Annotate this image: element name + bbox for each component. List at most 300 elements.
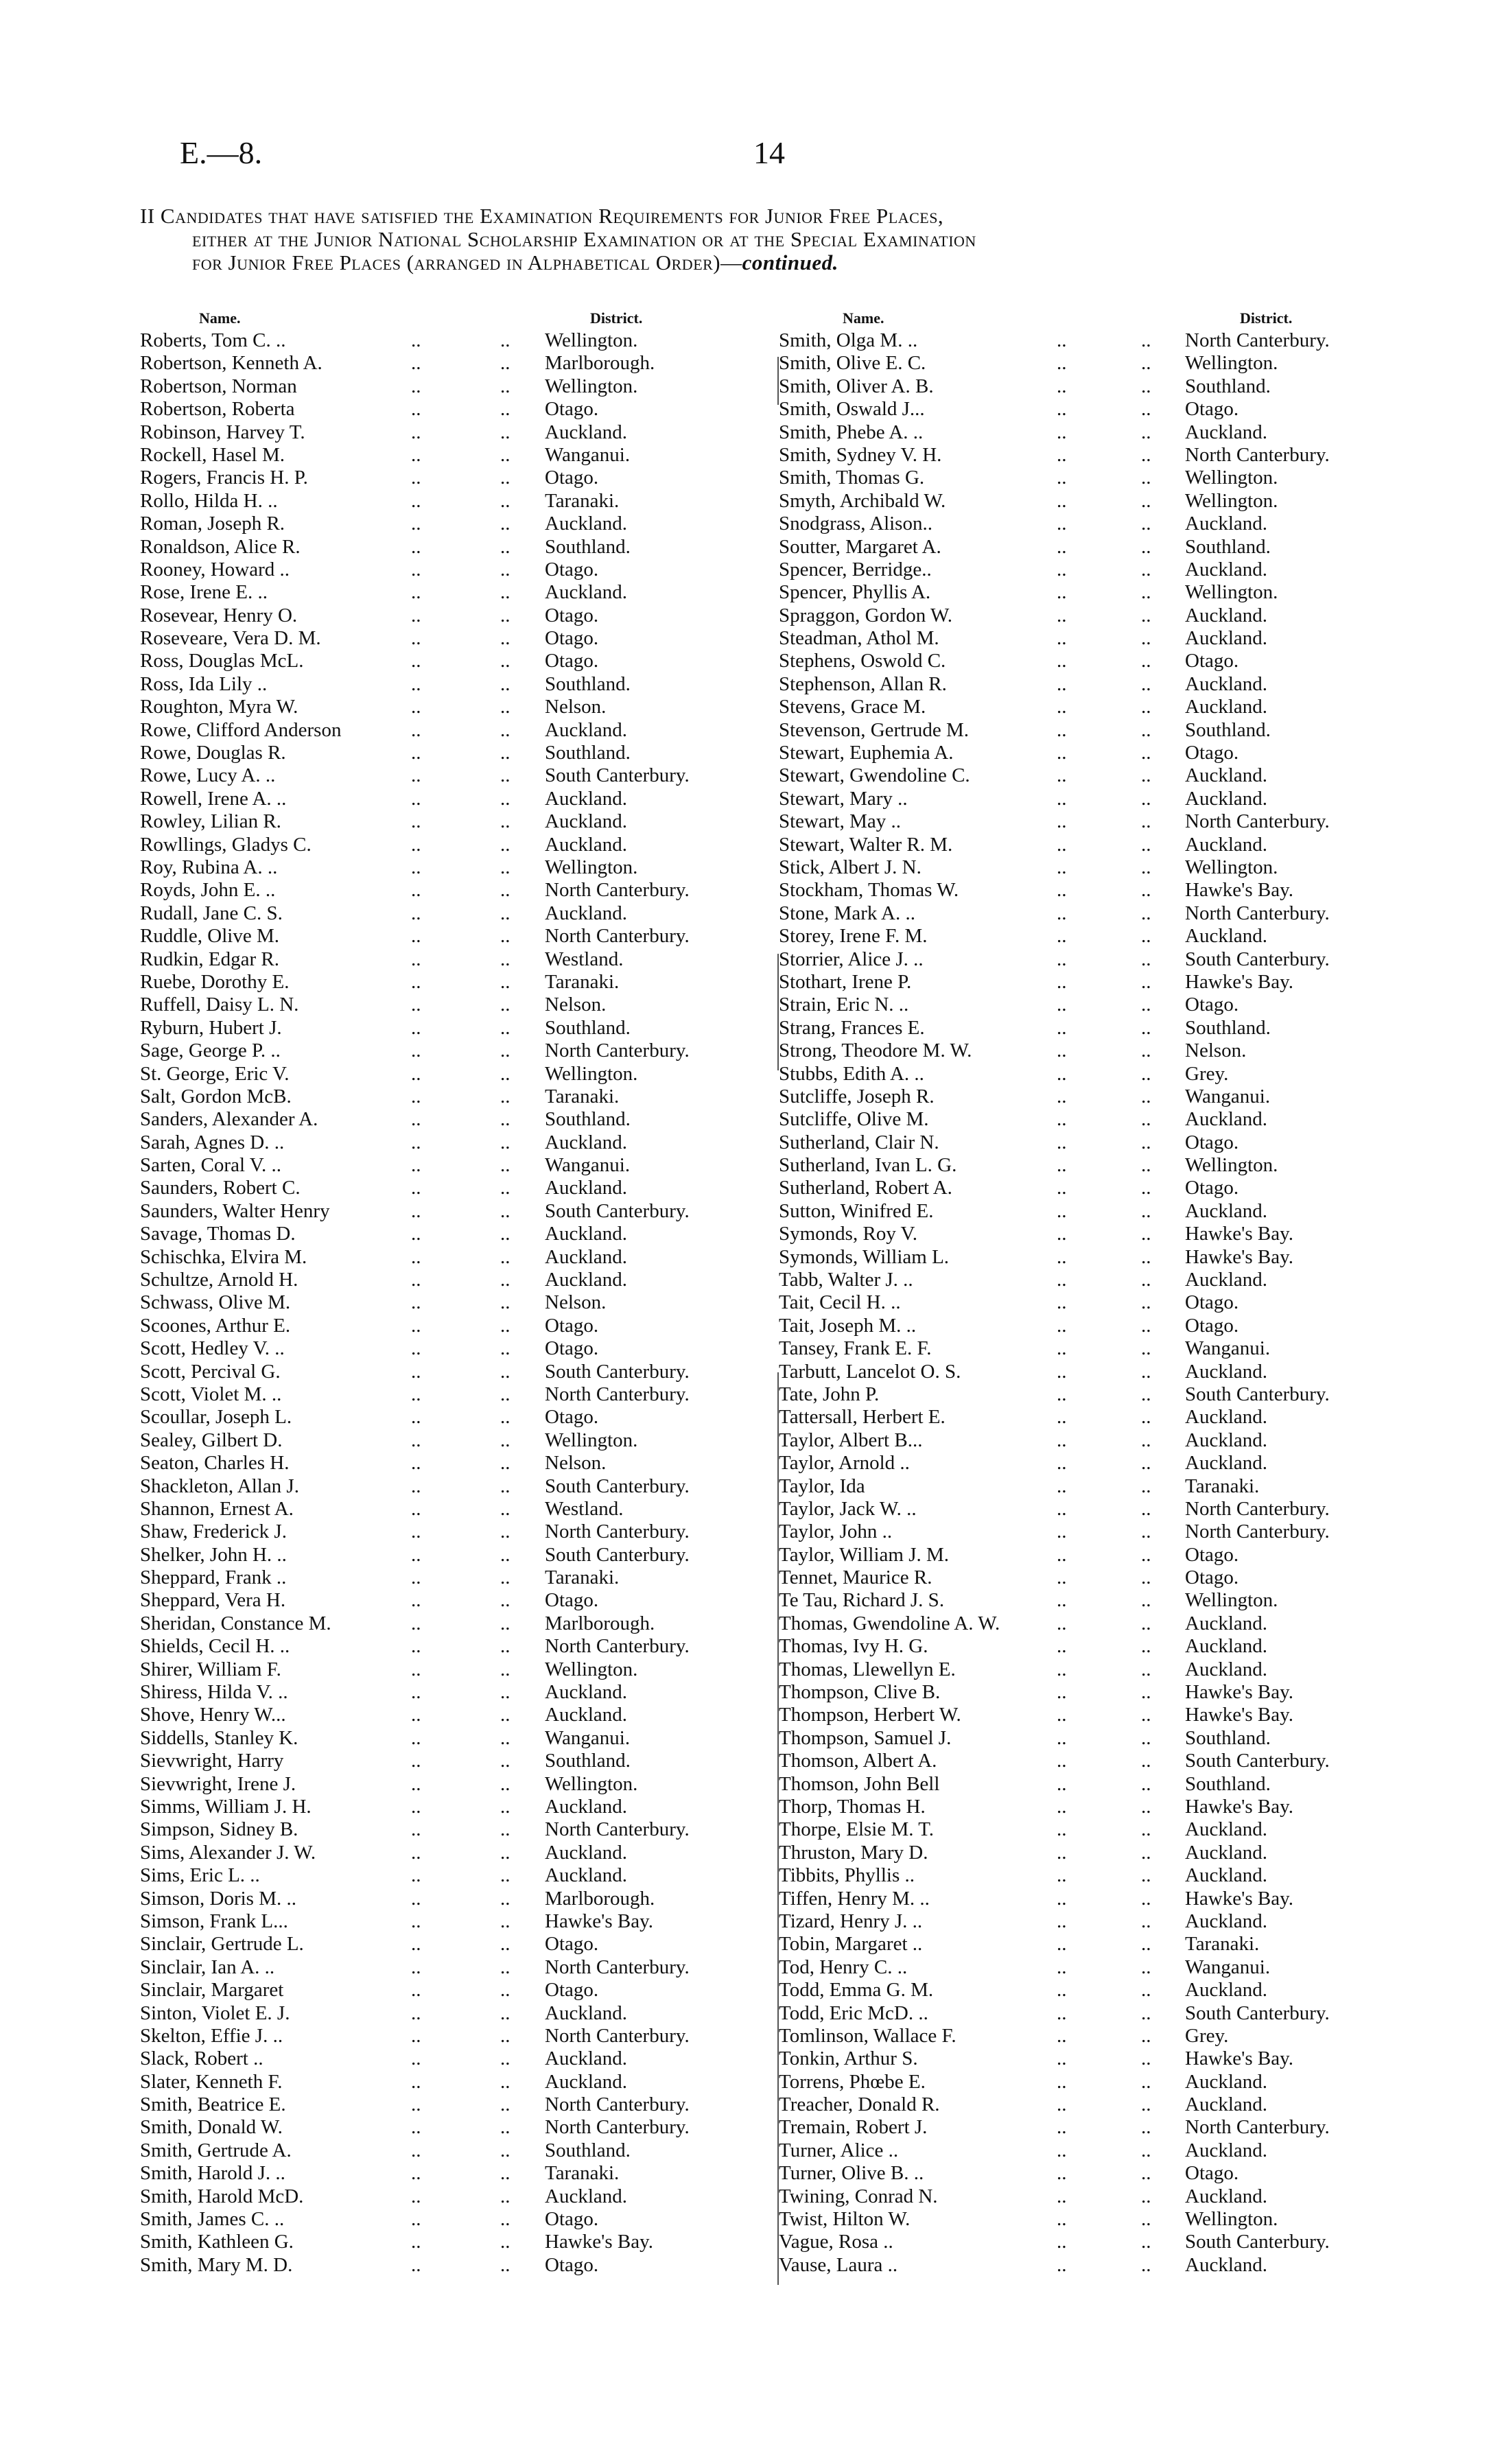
leader-dots: ..	[500, 1796, 510, 1818]
leader-dots: ..	[500, 1429, 510, 1451]
candidate-row	[140, 1727, 758, 1750]
candidate-name: Todd, Emma G. M.	[779, 1979, 934, 2002]
leader-dots: ..	[1057, 650, 1067, 672]
candidate-district: Auckland.	[545, 2185, 627, 2207]
leader-dots: ..	[1057, 581, 1067, 604]
leader-dots: ..	[1141, 1910, 1151, 1932]
candidate-district: Otago.	[545, 1979, 599, 2002]
candidate-district: Taranaki.	[545, 970, 620, 993]
leader-dots: ..	[500, 1108, 510, 1131]
leader-dots: ..	[411, 1704, 421, 1726]
leader-dots: ..	[411, 925, 421, 948]
leader-dots: ..	[1141, 970, 1151, 993]
leader-dots: ..	[1057, 1841, 1067, 1864]
candidate-row	[779, 2002, 1396, 2025]
candidate-name: Sutcliffe, Olive M.	[779, 1108, 929, 1131]
candidate-district: Wanganui.	[545, 443, 631, 466]
leader-dots: ..	[1057, 1933, 1067, 1956]
candidate-name: Rooney, Howard ..	[140, 558, 290, 580]
leader-dots: ..	[1057, 2093, 1067, 2116]
candidate-row	[779, 925, 1396, 948]
leader-dots: ..	[500, 2208, 510, 2231]
candidate-row	[140, 810, 758, 833]
leader-dots: ..	[1057, 833, 1067, 856]
leader-dots: ..	[500, 1704, 510, 1726]
leader-dots: ..	[1141, 856, 1151, 878]
candidate-district: Southland.	[1185, 1016, 1271, 1039]
candidate-row	[779, 581, 1396, 604]
leader-dots: ..	[500, 2253, 510, 2276]
candidate-district: Auckland.	[545, 513, 627, 535]
leader-dots: ..	[1141, 810, 1151, 833]
candidate-district: Auckland.	[1185, 787, 1267, 810]
leader-dots: ..	[1141, 2048, 1151, 2070]
candidate-row	[140, 971, 758, 994]
candidate-row	[779, 2231, 1396, 2253]
leader-dots: ..	[500, 650, 510, 672]
leader-dots: ..	[411, 2093, 421, 2116]
candidate-name: Sievwright, Harry	[140, 1750, 284, 1772]
leader-dots: ..	[1141, 1521, 1151, 1543]
leader-dots: ..	[500, 1475, 510, 1497]
leader-dots: ..	[1141, 1567, 1151, 1589]
candidate-name: Thomson, Albert A.	[779, 1750, 937, 1772]
leader-dots: ..	[1057, 1956, 1067, 1978]
candidate-row	[140, 1750, 758, 1772]
leader-dots: ..	[1057, 696, 1067, 718]
candidate-district: Auckland.	[1185, 1910, 1267, 1932]
candidate-district: Hawke's Bay.	[1185, 1704, 1293, 1726]
candidate-district: Otago.	[545, 627, 599, 650]
candidate-name: Stewart, Mary ..	[779, 787, 908, 810]
candidate-row	[140, 1796, 758, 1818]
candidate-name: Simson, Doris M. ..	[140, 1887, 297, 1910]
candidate-name: Ruebe, Dorothy E.	[140, 970, 290, 993]
leader-dots: ..	[500, 375, 510, 397]
leader-dots: ..	[1057, 879, 1067, 902]
candidate-district: Westland.	[545, 1497, 624, 1520]
candidate-row	[140, 2254, 758, 2277]
leader-dots: ..	[411, 764, 421, 787]
candidate-row	[140, 1704, 758, 1726]
leader-dots: ..	[500, 627, 510, 650]
candidate-row	[779, 1017, 1396, 1040]
leader-dots: ..	[1057, 558, 1067, 580]
leader-dots: ..	[1057, 2162, 1067, 2185]
candidate-row	[140, 444, 758, 467]
leader-dots: ..	[411, 535, 421, 558]
candidate-row	[779, 1796, 1396, 1818]
leader-dots: ..	[411, 650, 421, 672]
candidate-district: South Canterbury.	[545, 1199, 690, 1222]
candidate-district: South Canterbury.	[545, 764, 690, 787]
leader-dots: ..	[411, 948, 421, 970]
candidate-district: Auckland.	[1185, 513, 1267, 535]
candidate-district: Auckland.	[1185, 2139, 1267, 2161]
candidate-district: North Canterbury.	[545, 1818, 690, 1841]
leader-dots: ..	[411, 1796, 421, 1818]
leader-dots: ..	[1057, 2253, 1067, 2276]
candidate-district: Auckland.	[1185, 696, 1267, 718]
candidate-row	[779, 2208, 1396, 2231]
leader-dots: ..	[411, 1658, 421, 1680]
candidate-name: Sealey, Gilbert D.	[140, 1429, 283, 1451]
leader-dots: ..	[1141, 1016, 1151, 1039]
candidate-district: Auckland.	[545, 1864, 627, 1887]
leader-dots: ..	[1141, 925, 1151, 948]
candidate-name: Spencer, Phyllis A.	[779, 581, 931, 604]
leader-dots: ..	[1141, 1497, 1151, 1520]
candidate-row	[779, 1956, 1396, 1979]
candidate-name: Steadman, Athol M.	[779, 627, 939, 650]
candidate-district: Auckland.	[545, 1131, 627, 1153]
candidate-district: Auckland.	[1185, 2253, 1267, 2276]
leader-dots: ..	[1057, 742, 1067, 764]
candidate-district: Otago.	[545, 650, 599, 672]
candidate-district: Hawke's Bay.	[1185, 1681, 1293, 1704]
candidate-row	[140, 1612, 758, 1635]
candidate-row	[140, 856, 758, 879]
leader-dots: ..	[411, 1429, 421, 1451]
candidate-row	[140, 627, 758, 650]
candidate-name: Sims, Alexander J. W.	[140, 1841, 316, 1864]
candidate-district: Auckland.	[545, 1269, 627, 1291]
candidate-row	[779, 2254, 1396, 2277]
leader-dots: ..	[1057, 535, 1067, 558]
leader-dots: ..	[1141, 489, 1151, 512]
leader-dots: ..	[1057, 1726, 1067, 1749]
candidate-row	[779, 421, 1396, 444]
candidate-name: Roughton, Myra W.	[140, 696, 298, 718]
candidate-row	[140, 1223, 758, 1245]
candidate-row	[779, 719, 1396, 742]
leader-dots: ..	[1141, 833, 1151, 856]
candidate-district: North Canterbury.	[545, 925, 690, 948]
leader-dots: ..	[1057, 1337, 1067, 1360]
leader-dots: ..	[411, 1177, 421, 1199]
leader-dots: ..	[411, 1016, 421, 1039]
leader-dots: ..	[500, 1818, 510, 1841]
candidate-name: Seaton, Charles H.	[140, 1452, 290, 1475]
candidate-district: South Canterbury.	[545, 1543, 690, 1566]
candidate-name: Tomlinson, Wallace F.	[779, 2024, 956, 2047]
candidate-district: Auckland.	[1185, 604, 1267, 626]
candidate-name: Stewart, Walter R. M.	[779, 833, 953, 856]
leader-dots: ..	[411, 742, 421, 764]
candidate-row	[779, 1154, 1396, 1177]
leader-dots: ..	[500, 1154, 510, 1177]
candidate-district: Auckland.	[1185, 1818, 1267, 1841]
leader-dots: ..	[411, 352, 421, 375]
candidate-district: Auckland.	[545, 2070, 627, 2093]
candidate-name: Schwass, Olive M.	[140, 1291, 291, 1314]
candidate-row	[140, 2025, 758, 2048]
leader-dots: ..	[1141, 1818, 1151, 1841]
candidate-name: Vague, Rosa ..	[779, 2231, 893, 2253]
leader-dots: ..	[1057, 1658, 1067, 1680]
leader-dots: ..	[500, 718, 510, 741]
leader-dots: ..	[1057, 948, 1067, 970]
candidate-name: Smith, Olive E. C.	[779, 352, 926, 375]
candidate-name: Stevenson, Gertrude M.	[779, 718, 970, 741]
leader-dots: ..	[1057, 1429, 1067, 1451]
leader-dots: ..	[500, 742, 510, 764]
candidate-name: Stewart, May ..	[779, 810, 901, 833]
leader-dots: ..	[1141, 650, 1151, 672]
leader-dots: ..	[1057, 1016, 1067, 1039]
leader-dots: ..	[1057, 1314, 1067, 1337]
candidate-row	[140, 490, 758, 513]
leader-dots: ..	[1141, 421, 1151, 443]
leader-dots: ..	[1057, 1750, 1067, 1772]
right-candidate-list	[779, 329, 1396, 2277]
candidate-name: St. George, Eric V.	[140, 1062, 290, 1085]
candidate-name: Strong, Theodore M. W.	[779, 1040, 972, 1062]
leader-dots: ..	[1057, 1543, 1067, 1566]
leader-dots: ..	[1141, 443, 1151, 466]
leader-dots: ..	[1141, 627, 1151, 650]
candidate-district: Auckland.	[1185, 1360, 1267, 1383]
leader-dots: ..	[1141, 1062, 1151, 1085]
leader-dots: ..	[1141, 535, 1151, 558]
candidate-name: Smith, Phebe A. ..	[779, 421, 924, 443]
leader-dots: ..	[1057, 1108, 1067, 1131]
candidate-row	[779, 1383, 1396, 1406]
candidate-row	[779, 742, 1396, 764]
candidate-row	[140, 1498, 758, 1521]
candidate-row	[779, 1842, 1396, 1864]
candidate-row	[140, 1910, 758, 1933]
candidate-name: Roman, Joseph R.	[140, 513, 285, 535]
candidate-row	[779, 1727, 1396, 1750]
leader-dots: ..	[1141, 1589, 1151, 1612]
candidate-row	[140, 1108, 758, 1131]
candidate-row	[779, 1818, 1396, 1841]
candidate-district: Southland.	[545, 1750, 631, 1772]
candidate-name: Shove, Henry W...	[140, 1704, 286, 1726]
candidate-name: Thomson, John Bell	[779, 1772, 940, 1795]
candidate-row	[140, 1933, 758, 1956]
candidate-district: Hawke's Bay.	[1185, 1245, 1293, 1268]
candidate-district: Wanganui.	[1185, 1956, 1271, 1978]
leader-dots: ..	[1057, 2139, 1067, 2161]
candidate-row	[140, 1475, 758, 1498]
leader-dots: ..	[1141, 2253, 1151, 2276]
leader-dots: ..	[1141, 902, 1151, 924]
candidate-name: Stothart, Irene P.	[779, 970, 912, 993]
candidate-district: Auckland.	[1185, 1841, 1267, 1864]
candidate-name: Spraggon, Gordon W.	[779, 604, 952, 626]
leader-dots: ..	[500, 1497, 510, 1520]
candidate-district: Wanganui.	[545, 1726, 631, 1749]
leader-dots: ..	[411, 1223, 421, 1245]
candidate-row	[140, 2231, 758, 2253]
candidate-row	[779, 1750, 1396, 1772]
leader-dots: ..	[1141, 2093, 1151, 2116]
leader-dots: ..	[411, 1337, 421, 1360]
candidate-district: Auckland.	[545, 787, 627, 810]
leader-dots: ..	[411, 1245, 421, 1268]
leader-dots: ..	[1141, 696, 1151, 718]
candidate-name: Tizard, Henry J. ..	[779, 1910, 923, 1932]
candidate-row	[140, 1979, 758, 2002]
leader-dots: ..	[1057, 398, 1067, 421]
candidate-name: Thomas, Llewellyn E.	[779, 1658, 956, 1680]
candidate-name: Tiffen, Henry M. ..	[779, 1887, 930, 1910]
candidate-district: Auckland.	[1185, 2185, 1267, 2207]
candidate-name: Ryburn, Hubert J.	[140, 1016, 282, 1039]
candidate-district: Taranaki.	[545, 2162, 620, 2185]
page-number: 14	[753, 135, 785, 170]
leader-dots: ..	[500, 1658, 510, 1680]
leader-dots: ..	[1057, 787, 1067, 810]
candidate-row	[779, 1521, 1396, 1543]
leader-dots: ..	[1057, 764, 1067, 787]
candidate-district: Southland.	[545, 672, 631, 695]
candidate-district: Otago.	[1185, 1177, 1239, 1199]
candidate-row	[779, 788, 1396, 810]
candidate-district: North Canterbury.	[545, 1521, 690, 1543]
leader-dots: ..	[1141, 1750, 1151, 1772]
candidate-row	[779, 2093, 1396, 2116]
candidate-name: Rose, Irene E. ..	[140, 581, 268, 604]
candidate-name: Snodgrass, Alison..	[779, 513, 932, 535]
leader-dots: ..	[411, 1131, 421, 1153]
candidate-district: South Canterbury.	[545, 1360, 690, 1383]
leader-dots: ..	[411, 994, 421, 1016]
candidate-name: Simms, William J. H.	[140, 1796, 312, 1818]
leader-dots: ..	[500, 1269, 510, 1291]
leader-dots: ..	[1141, 1383, 1151, 1405]
leader-dots: ..	[411, 627, 421, 650]
candidate-name: Scott, Violet M. ..	[140, 1383, 282, 1405]
leader-dots: ..	[1141, 1314, 1151, 1337]
candidate-district: North Canterbury.	[545, 1956, 690, 1978]
leader-dots: ..	[1057, 1040, 1067, 1062]
candidate-row	[140, 1200, 758, 1223]
leader-dots: ..	[1057, 421, 1067, 443]
leader-dots: ..	[411, 1040, 421, 1062]
leader-dots: ..	[500, 1452, 510, 1475]
candidate-district: Auckland.	[1185, 1635, 1267, 1658]
candidate-district: South Canterbury.	[1185, 948, 1330, 970]
candidate-district: Auckland.	[1185, 1452, 1267, 1475]
candidate-row	[140, 696, 758, 718]
candidate-row	[140, 1681, 758, 1704]
leader-dots: ..	[1057, 810, 1067, 833]
candidate-name: Symonds, Roy V.	[779, 1223, 917, 1245]
leader-dots: ..	[1057, 1291, 1067, 1314]
heading-line-3	[140, 251, 1402, 274]
candidate-district: Auckland.	[1185, 1429, 1267, 1451]
candidate-row	[779, 1337, 1396, 1360]
leader-dots: ..	[1057, 2185, 1067, 2207]
candidate-name: Sievwright, Irene J.	[140, 1772, 296, 1795]
candidate-row	[140, 467, 758, 489]
candidate-row	[779, 467, 1396, 489]
candidate-district: Hawke's Bay.	[1185, 2048, 1293, 2070]
candidate-district: North Canterbury.	[1185, 1521, 1330, 1543]
candidate-district: Wellington.	[545, 1772, 638, 1795]
leader-dots: ..	[500, 443, 510, 466]
candidate-name: Vause, Laura ..	[779, 2253, 898, 2276]
candidate-name: Thomas, Gwendoline A. W.	[779, 1612, 1000, 1634]
leader-dots: ..	[411, 443, 421, 466]
leader-dots: ..	[1141, 2024, 1151, 2047]
leader-dots: ..	[1057, 1223, 1067, 1245]
leader-dots: ..	[1141, 1406, 1151, 1429]
candidate-district: North Canterbury.	[545, 1635, 690, 1658]
leader-dots: ..	[1141, 1933, 1151, 1956]
candidate-district: Auckland.	[545, 1704, 627, 1726]
leader-dots: ..	[1057, 489, 1067, 512]
candidate-district: Otago.	[545, 558, 599, 580]
candidate-row	[779, 834, 1396, 856]
leader-dots: ..	[500, 2116, 510, 2139]
leader-dots: ..	[1057, 2024, 1067, 2047]
leader-dots: ..	[1141, 879, 1151, 902]
leader-dots: ..	[411, 1269, 421, 1291]
candidate-row	[140, 2185, 758, 2208]
leader-dots: ..	[1057, 2002, 1067, 2024]
leader-dots: ..	[411, 2231, 421, 2253]
candidate-name: Siddells, Stanley K.	[140, 1726, 298, 1749]
leader-dots: ..	[1141, 2162, 1151, 2185]
candidate-district: Otago.	[1185, 742, 1239, 764]
candidate-name: Sinclair, Margaret	[140, 1979, 284, 2002]
candidate-row	[140, 1567, 758, 1589]
leader-dots: ..	[500, 1040, 510, 1062]
candidate-name: Tate, John P.	[779, 1383, 880, 1405]
leader-dots: ..	[500, 2231, 510, 2253]
candidate-district: Nelson.	[545, 1291, 607, 1314]
candidate-row	[140, 1658, 758, 1681]
candidate-name: Soutter, Margaret A.	[779, 535, 941, 558]
leader-dots: ..	[500, 1383, 510, 1405]
candidate-name: Smith, Oliver A. B.	[779, 375, 934, 397]
candidate-row	[779, 536, 1396, 559]
candidate-row	[779, 1933, 1396, 1956]
leader-dots: ..	[1141, 718, 1151, 741]
candidate-name: Smith, Harold McD.	[140, 2185, 304, 2207]
candidate-row	[779, 1040, 1396, 1062]
candidate-row	[140, 1589, 758, 1612]
candidate-district: Wellington.	[1185, 1589, 1278, 1612]
candidate-row	[779, 1429, 1396, 1452]
candidate-row	[140, 2002, 758, 2025]
leader-dots: ..	[500, 696, 510, 718]
leader-dots: ..	[411, 2070, 421, 2093]
leader-dots: ..	[1141, 1658, 1151, 1680]
candidate-district: Wellington.	[545, 1429, 638, 1451]
candidate-district: Wanganui.	[1185, 1085, 1271, 1107]
candidate-name: Shields, Cecil H. ..	[140, 1635, 290, 1658]
leader-dots: ..	[411, 489, 421, 512]
candidate-row	[140, 1635, 758, 1658]
candidate-row	[140, 581, 758, 604]
leader-dots: ..	[1057, 1521, 1067, 1543]
leader-dots: ..	[500, 948, 510, 970]
leader-dots: ..	[1057, 1864, 1067, 1887]
candidate-row	[779, 1291, 1396, 1314]
leader-dots: ..	[411, 398, 421, 421]
leader-dots: ..	[1141, 604, 1151, 626]
candidate-row	[140, 1864, 758, 1887]
candidate-district: Auckland.	[545, 1177, 627, 1199]
candidate-row	[140, 375, 758, 398]
candidate-district: Otago.	[1185, 650, 1239, 672]
leader-dots: ..	[411, 581, 421, 604]
